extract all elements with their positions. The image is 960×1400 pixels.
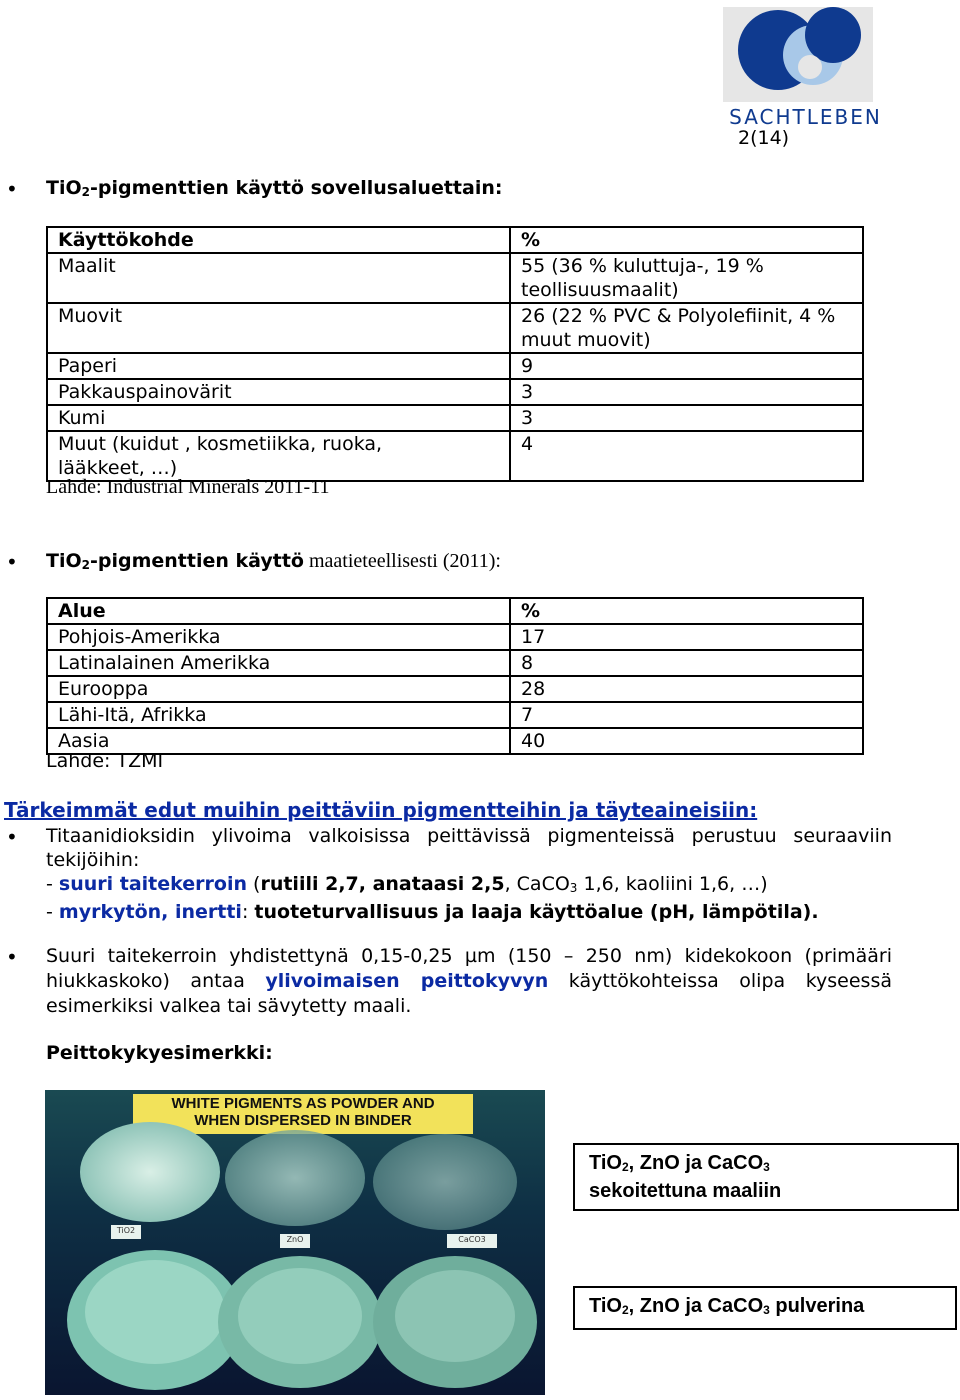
table-row <box>47 702 863 728</box>
table-row <box>47 253 863 303</box>
table-row <box>47 431 863 481</box>
hiding-power-paragraph: Suuri taitekerroin yhdistettynä 0,15-0,25 µm (150 – 250 nm) kidekokoon (primääri hiukkaskoko) antaa ylivoimaisen peittokyvyn käyttökohteissa olipa kyseessä esimerkiksi valkea tai sävytetty maali. <box>46 945 892 1017</box>
bullet-marker: • <box>6 945 18 969</box>
table-header-cell: Alue <box>47 598 510 624</box>
bullet-marker: • <box>6 550 18 574</box>
page-number: 2(14) <box>738 127 790 149</box>
table-cell: 7 <box>510 702 863 728</box>
table-cell: 9 <box>510 353 863 379</box>
table-header-row <box>47 227 863 253</box>
zno-label: ZnO <box>286 1235 304 1244</box>
section2-heading: TiO$_2$-pigmenttien käyttö maatieteellisesti (2011): <box>46 550 501 572</box>
advantages-text <box>46 824 892 924</box>
table-header-cell: % <box>510 598 863 624</box>
caption-as-powder: TiO$_2$, ZnO ja CaCO$_3$ pulverina <box>573 1286 957 1330</box>
bullet-marker: • <box>6 177 18 201</box>
table-cell: Kumi <box>47 405 510 431</box>
table-row <box>47 353 863 379</box>
pigment-photo <box>45 1090 545 1395</box>
bullet-marker: • <box>6 825 18 849</box>
caco3-label: CaCO3 <box>458 1235 486 1244</box>
table-cell: Latinalainen Amerikka <box>47 650 510 676</box>
table-cell: 17 <box>510 624 863 650</box>
advantages-intro: Titaanidioksidin ylivoima valkoisissa peittävissä pigmenteissä perustuu seuraaviin tekijöihin: <box>46 825 892 871</box>
table-cell: Pakkauspainovärit <box>47 379 510 405</box>
table-header-cell: Käyttökohde <box>47 227 510 253</box>
table-cell: Eurooppa <box>47 676 510 702</box>
tio2-paint-sample <box>80 1122 220 1222</box>
source-note: Lähde: TZMI <box>46 750 164 772</box>
advantage-line-refractive: - suuri taitekerroin (rutiili 2,7, anataasi 2,5, CaCO$_3$ 1,6, kaoliini 1,6, …) <box>46 873 768 895</box>
table-cell: Muovit <box>47 303 510 353</box>
table-cell: Maalit <box>47 253 510 303</box>
sachtleben-logo <box>718 5 893 130</box>
section1-heading: TiO$_2$-pigmenttien käyttö sovellusaluettain: <box>46 177 503 199</box>
table-cell: Lähi-Itä, Afrikka <box>47 702 510 728</box>
advantage-line-inert: - myrkytön, inertti: tuoteturvallisuus ja laaja käyttöalue (pH, lämpötila). <box>46 901 819 923</box>
logo-wordmark: SACHTLEBEN <box>729 105 882 129</box>
table-cell: Muut (kuidut , kosmetiikka, ruoka, lääkkeet, …) <box>47 431 510 481</box>
table-cell: 3 <box>510 379 863 405</box>
table-cell: 26 (22 % PVC & Polyolefiinit, 4 % muut muovit) <box>510 303 863 353</box>
table-row <box>47 303 863 353</box>
table-row <box>47 728 863 754</box>
table-cell: Pohjois-Amerikka <box>47 624 510 650</box>
tio2-label: TiO2 <box>116 1226 136 1235</box>
table-row <box>47 624 863 650</box>
zno-paint-sample <box>225 1130 365 1226</box>
table-cell: 4 <box>510 431 863 481</box>
table-row <box>47 676 863 702</box>
table-row <box>47 650 863 676</box>
photo-banner-text: WHITE PIGMENTS AS POWDER AND WHEN DISPERSED IN BINDER <box>171 1095 435 1129</box>
table-cell: Paperi <box>47 353 510 379</box>
advantages-heading: Tärkeimmät edut muihin peittäviin pigmentteihin ja täyteaineisiin: <box>4 798 758 822</box>
table-cell: 3 <box>510 405 863 431</box>
table-header-cell: % <box>510 227 863 253</box>
caption-mixed-in-paint: TiO$_2$, ZnO ja CaCO$_3$ sekoitettuna maaliin <box>573 1143 959 1211</box>
table-header-row <box>47 598 863 624</box>
table-cell: 28 <box>510 676 863 702</box>
usage-by-region-table <box>46 597 864 755</box>
example-heading: Peittokykyesimerkki: <box>46 1042 273 1064</box>
usage-by-application-table <box>46 226 864 482</box>
table-cell: Aasia <box>47 728 510 754</box>
table-cell: 40 <box>510 728 863 754</box>
table-cell: 55 (36 % kuluttuja-, 19 % teollisuusmaalit) <box>510 253 863 303</box>
table-row <box>47 405 863 431</box>
caco3-paint-sample <box>373 1134 517 1230</box>
table-row <box>47 379 863 405</box>
table-cell: 8 <box>510 650 863 676</box>
source-note: Lähde: Industrial Minerals 2011-11 <box>46 476 330 498</box>
